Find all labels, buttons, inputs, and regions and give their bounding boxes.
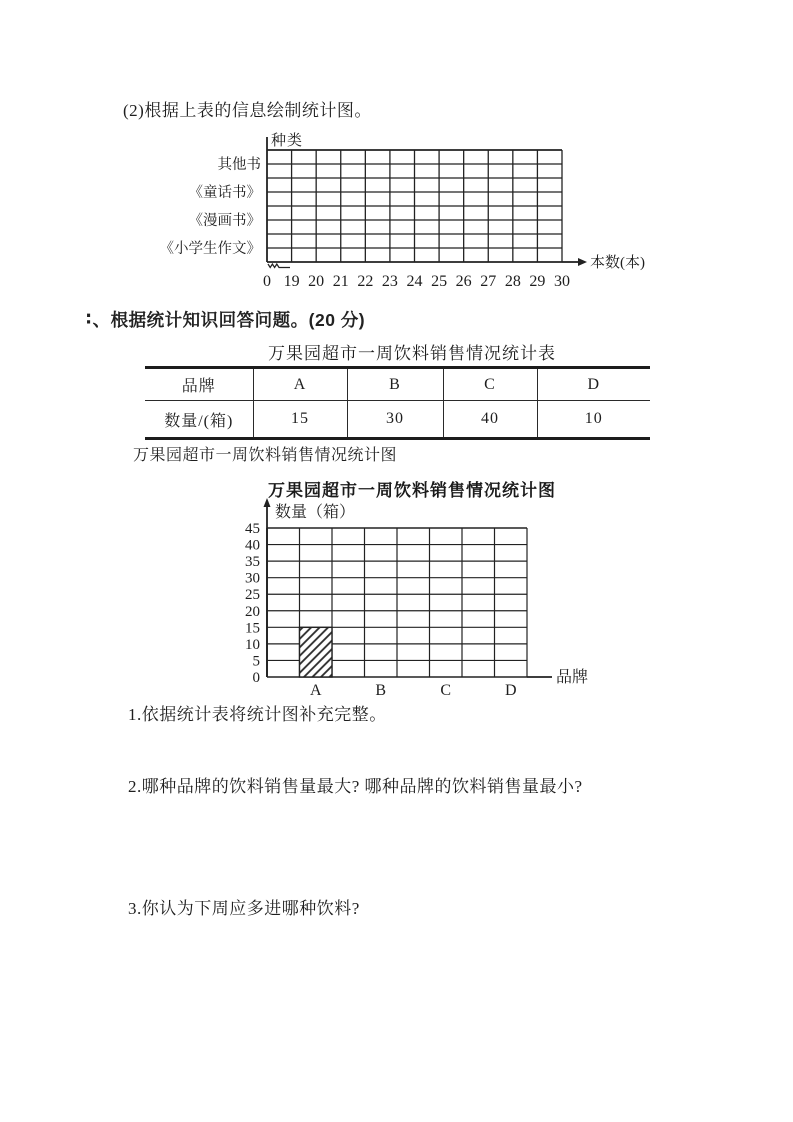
y-tick-label: 5 — [252, 653, 260, 670]
x-tick-label: 0 — [263, 273, 271, 290]
y-tick-label: 40 — [245, 537, 260, 554]
books-grid-chart — [160, 125, 690, 300]
x-category-label: D — [504, 682, 517, 699]
x-tick-label: 25 — [431, 273, 448, 290]
intro-line: (2)根据上表的信息绘制统计图。 — [123, 101, 372, 120]
x-tick-label: 21 — [332, 273, 349, 290]
x-category-label: A — [309, 682, 322, 699]
y-tick-label: 35 — [245, 554, 260, 571]
x-tick-label: 20 — [308, 273, 325, 290]
x-tick-label: 26 — [455, 273, 472, 290]
x-axis-label: 本数(本) — [590, 255, 645, 271]
table-header-cell: B — [347, 368, 443, 401]
category-label: 《小学生作文》 — [160, 241, 261, 257]
category-label: 其他书 — [217, 157, 261, 173]
x-tick-label: 27 — [480, 273, 497, 290]
y-tick-label: 10 — [245, 636, 260, 653]
table-value-cell: 15 — [253, 401, 347, 439]
y-axis-arrow — [264, 498, 271, 507]
y-tick-label: 25 — [245, 587, 260, 604]
stats-table — [145, 366, 650, 440]
x-category-label: B — [375, 682, 387, 699]
table-value-cell: 数量/(箱) — [164, 412, 234, 430]
drink-sales-bar-chart — [230, 495, 620, 710]
question-2: 2.哪种品牌的饮料销售量最大? 哪种品牌的饮料销售量最小? — [128, 777, 583, 796]
question-3: 3.你认为下周应多进哪种饮料? — [128, 899, 360, 918]
table-header-cell: A — [253, 368, 347, 401]
table-value-cell: 40 — [443, 401, 537, 439]
x-axis-label: 品牌 — [556, 669, 589, 686]
table-header-row — [145, 368, 650, 401]
table-value-cell: 30 — [347, 401, 443, 439]
y-tick-label: 45 — [245, 521, 260, 537]
chart2-caption-line: 万果园超市一周饮料销售情况统计图 — [133, 447, 398, 464]
y-tick-label: 15 — [245, 620, 260, 637]
x-axis-arrow — [578, 258, 587, 266]
x-tick-label: 28 — [504, 273, 521, 290]
x-tick-label: 19 — [283, 273, 300, 290]
y-tick-label: 30 — [245, 570, 260, 587]
table-value-cell: 10 — [537, 401, 650, 439]
category-label: 《漫画书》 — [188, 213, 261, 229]
bar-A — [300, 627, 333, 677]
x-tick-label: 29 — [529, 273, 546, 290]
axis-break-zigzag — [268, 264, 290, 268]
x-tick-label: 22 — [357, 273, 374, 290]
category-label: 《童话书》 — [188, 185, 261, 201]
x-category-label: C — [440, 682, 452, 699]
question-1: 1.依据统计表将统计图补充完整。 — [128, 705, 387, 724]
table-header-cell: D — [537, 368, 650, 401]
y-tick-label: 20 — [245, 603, 260, 620]
section-heading — [86, 307, 365, 332]
y-axis-label: 种类 — [271, 133, 304, 149]
section-number-fragment: ∶ — [86, 309, 92, 329]
x-tick-label: 23 — [381, 273, 398, 290]
table-header-cell: C — [443, 368, 537, 401]
table-header-cell: 品牌 — [145, 368, 253, 401]
x-tick-label: 24 — [406, 273, 423, 290]
x-tick-label: 30 — [554, 273, 570, 290]
table-value-row — [145, 401, 650, 439]
stats-table-title: 万果园超市一周饮料销售情况统计表 — [268, 344, 556, 363]
y-axis-label: 数量（箱） — [275, 504, 356, 521]
bar-chart-title: 万果园超市一周饮料销售情况统计图 — [268, 481, 556, 500]
y-tick-label: 0 — [252, 670, 260, 686]
section-heading-text: 、根据统计知识回答问题。(20 分) — [92, 310, 366, 330]
